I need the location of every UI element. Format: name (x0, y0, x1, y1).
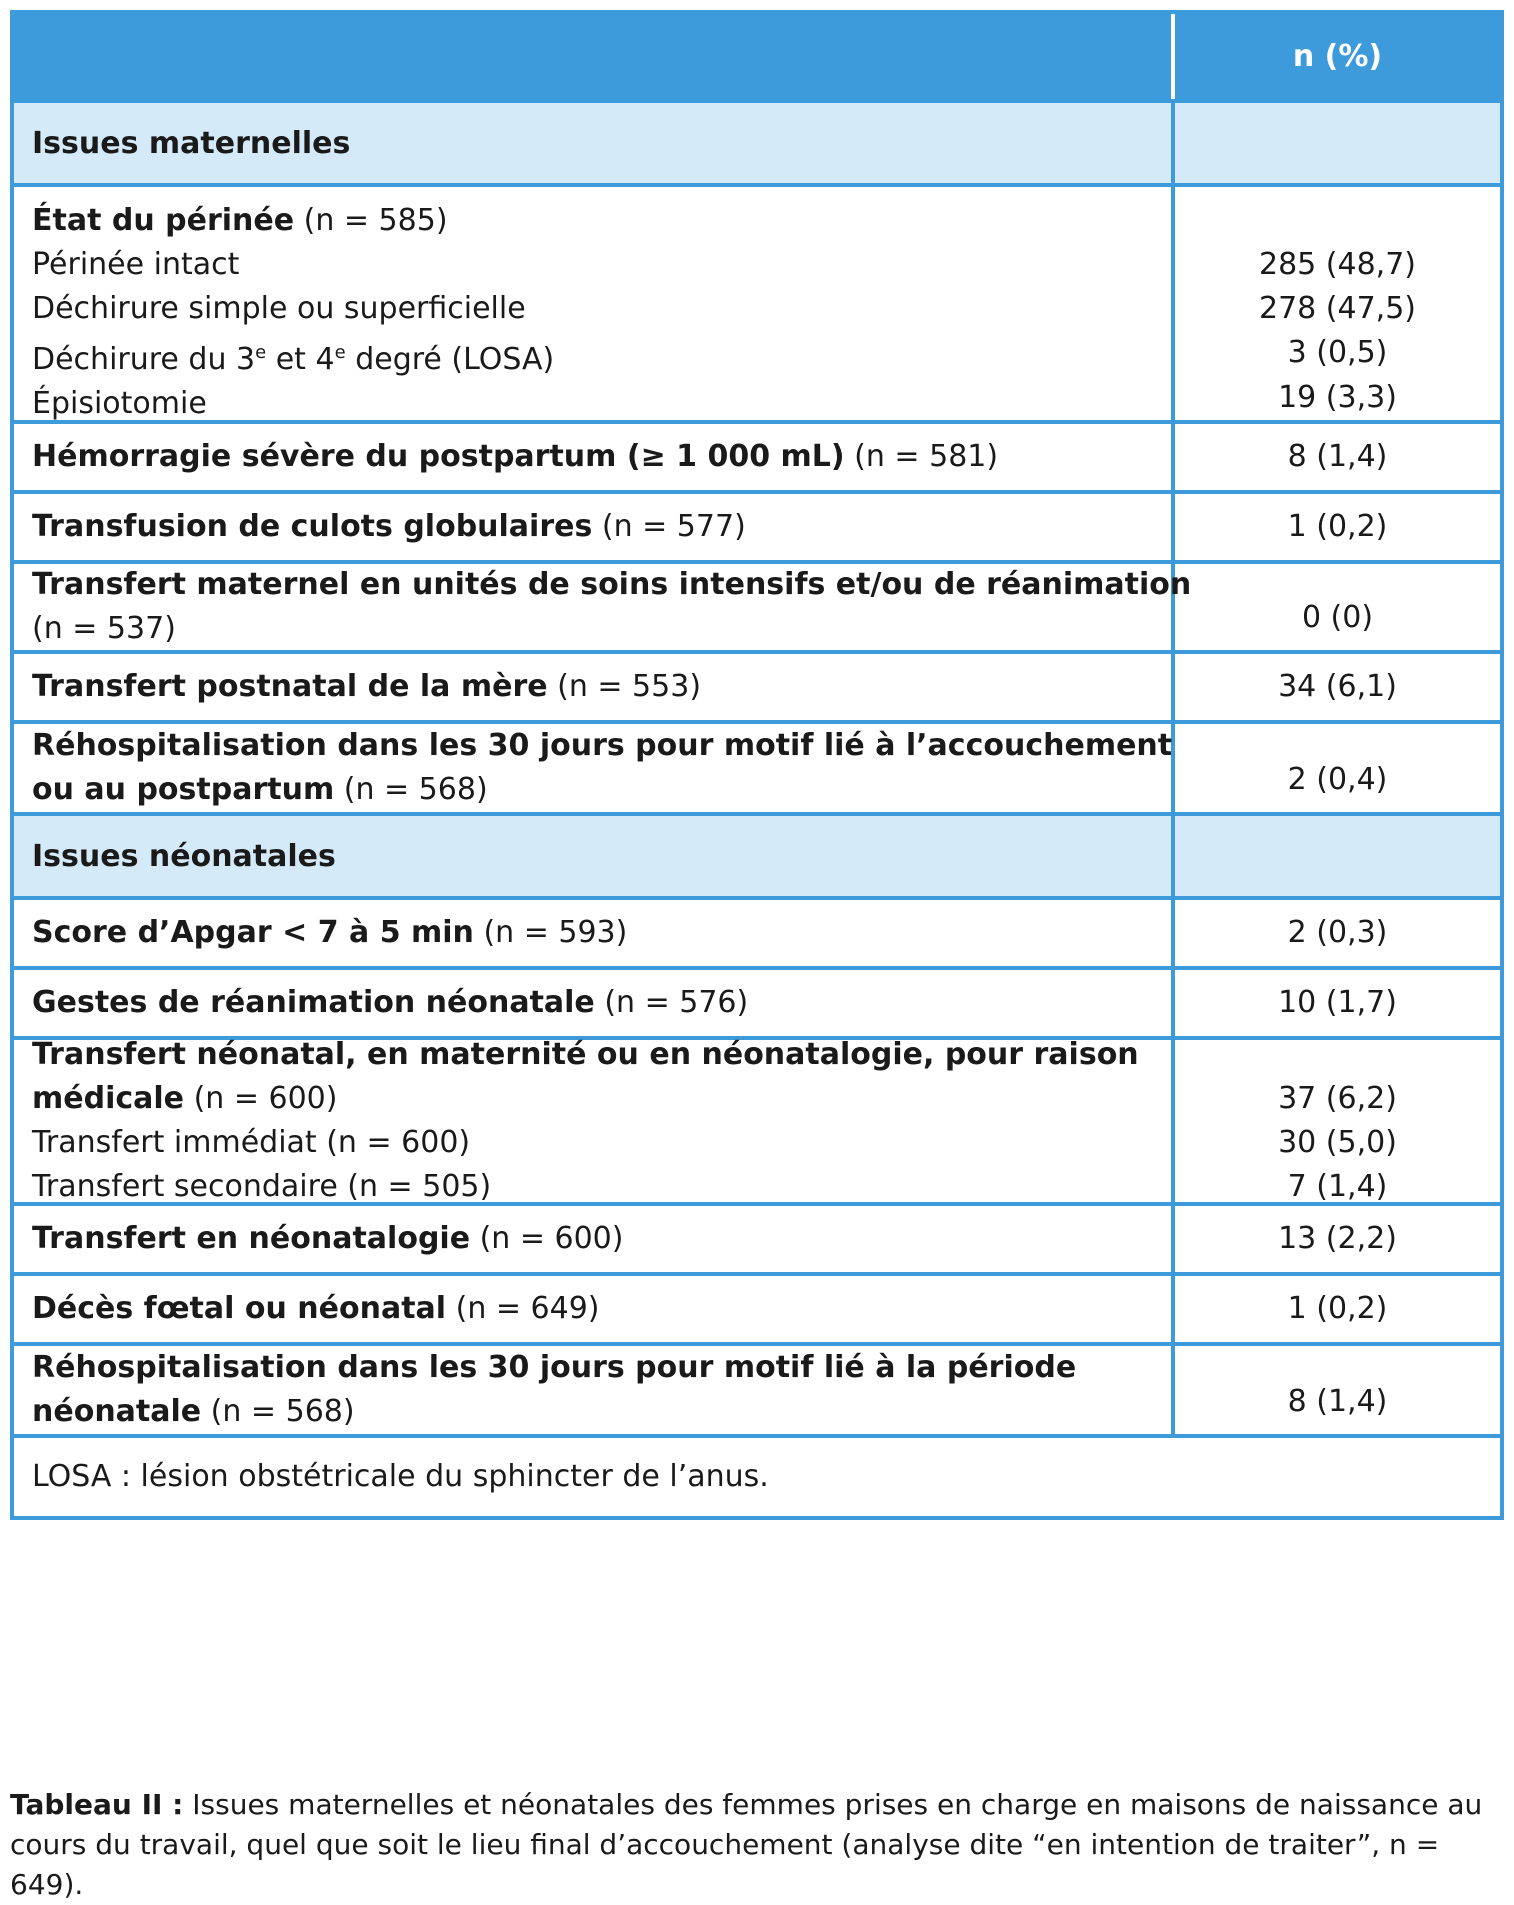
row-transfert-soins: Transfert maternel en unités de soins intensifs et/ou de réanimation (n = 537) 0 (0) (14, 564, 1500, 654)
table-header (14, 14, 1500, 103)
perinee-item-value: 278 (47,5) (1258, 291, 1416, 326)
transfert-neonatal-item-value: 7 (1,4) (1287, 1169, 1388, 1204)
row-rehospit-mere: Réhospitalisation dans les 30 jours pour motif lié à l’accouchement ou au postpartum (n = 568) 2 (0,4) (14, 724, 1500, 816)
row-gestes: Gestes de réanimation néonatale (n = 576) 10 (1,7) (14, 970, 1500, 1040)
section-neonatal (14, 816, 1500, 900)
caption-text: Issues maternelles et néonatales des femmes prises en charge en maisons de naissance au cours du travail, quel que soit le lieu final d’accouchement (analyse dite “en intention de traiter”, n = 649). (10, 1788, 1483, 1901)
row-transfert-neonatal: Transfert néonatal, en maternité ou en néonatalogie, pour raison médicale (n = 600) Transfert immédiat (n = 600) Transfert secondaire (n = 505) 37 (6,2) 30 (5,0) 7 (1,4) (14, 1040, 1500, 1206)
header-label-cell (14, 14, 1175, 99)
transfert-neonatal-item-value: 30 (5,0) (1278, 1125, 1397, 1160)
deces-value: 1 (0,2) (1287, 1291, 1388, 1326)
row-transfusion: Transfusion de culots globulaires (n = 577) 1 (0,2) (14, 494, 1500, 564)
section-maternal-label: Issues maternelles (32, 125, 351, 161)
perinee-title: État du périnée (32, 203, 295, 238)
row-transfert-neonatalogie: Transfert en néonatalogie (n = 600) 13 (2,2) (14, 1206, 1500, 1276)
header-value-cell (1175, 14, 1500, 99)
gestes-value: 10 (1,7) (1278, 985, 1397, 1020)
row-perinee (14, 187, 1500, 424)
row-hemorragie: Hémorragie sévère du postpartum (≥ 1 000 mL) (n = 581) 8 (1,4) (14, 424, 1500, 494)
transfert-neonatalogie-value: 13 (2,2) (1278, 1221, 1397, 1256)
rehospit-mere-value: 2 (0,4) (1287, 762, 1388, 797)
section-maternal (14, 103, 1500, 187)
caption-label: Tableau II : (10, 1788, 184, 1821)
perinee-item-value: 19 (3,3) (1278, 380, 1397, 415)
perinee-item-label: Périnée intact (32, 247, 240, 282)
row-deces: Décès fœtal ou néonatal (n = 649) 1 (0,2) (14, 1276, 1500, 1346)
section-neonatal-label: Issues néonatales (32, 838, 336, 874)
perinee-item-value: 285 (48,7) (1258, 247, 1416, 282)
perinee-item-label: Épisiotomie (32, 386, 207, 421)
row-apgar: Score d’Apgar < 7 à 5 min (n = 593) 2 (0,3) (14, 900, 1500, 970)
outcomes-table (10, 10, 1504, 1520)
header-value-title: n (%) (1292, 39, 1383, 74)
row-transfert-postnatal: Transfert postnatal de la mère (n = 553) 34 (6,1) (14, 654, 1500, 724)
apgar-value: 2 (0,3) (1287, 915, 1388, 950)
transfert-neonatal-value: 37 (6,2) (1278, 1081, 1397, 1116)
transfusion-value: 1 (0,2) (1287, 509, 1388, 544)
perinee-item-label: Déchirure du 3e et 4e degré (LOSA) (32, 342, 555, 377)
footnote-text: LOSA : lésion obstétricale du sphincter de l’anus. (32, 1459, 769, 1494)
perinee-n: (n = 585) (294, 203, 448, 238)
row-rehospit-neonatal: Réhospitalisation dans les 30 jours pour motif lié à la période néonatale (n = 568) 8 (1,4) (14, 1346, 1500, 1438)
table-caption (10, 1785, 1504, 1905)
transfert-neonatal-item-label: Transfert immédiat (n = 600) (32, 1125, 471, 1160)
perinee-item-label: Déchirure simple ou superficielle (32, 291, 526, 326)
table-footnote (14, 1438, 1500, 1516)
transfert-soins-value: 0 (0) (1301, 600, 1374, 635)
perinee-item-value: 3 (0,5) (1287, 335, 1388, 370)
transfert-neonatal-item-label: Transfert secondaire (n = 505) (32, 1169, 492, 1204)
transfert-postnatal-value: 34 (6,1) (1278, 669, 1397, 704)
hemorragie-value: 8 (1,4) (1287, 439, 1388, 474)
rehospit-neonatal-value: 8 (1,4) (1287, 1384, 1388, 1419)
